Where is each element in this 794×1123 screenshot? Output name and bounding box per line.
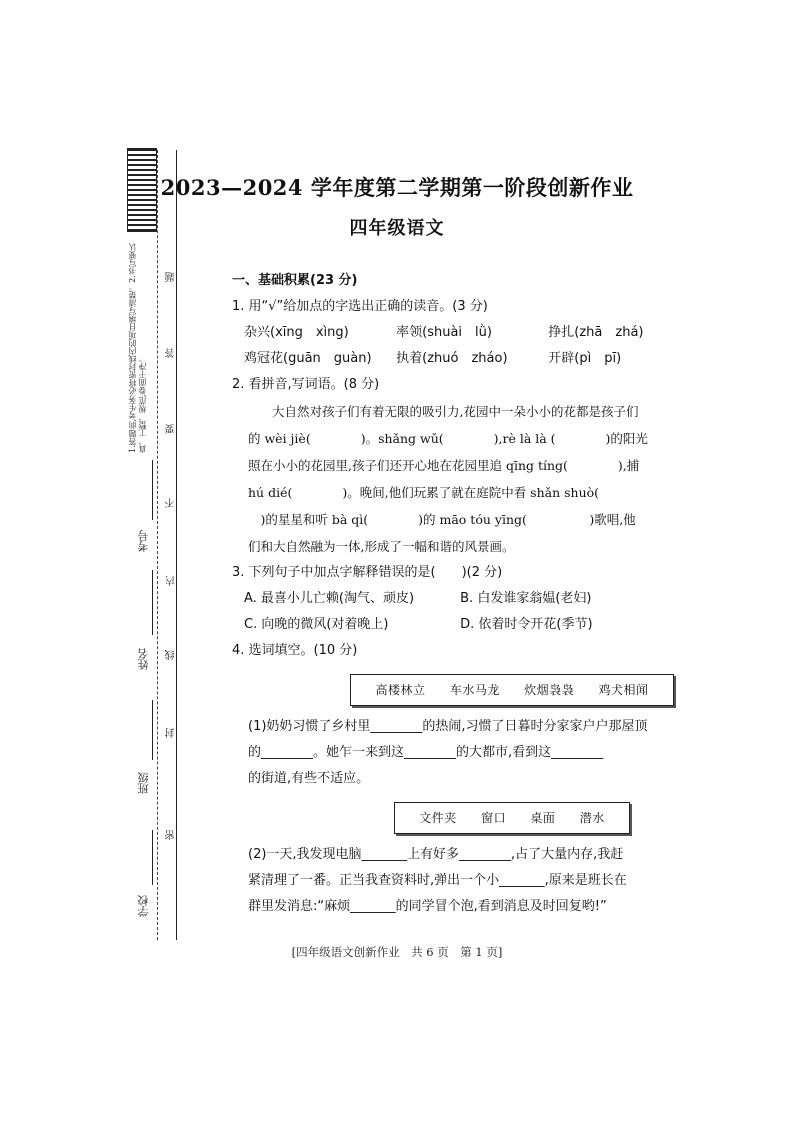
q1-item[interactable]: 执着(zhuó zháo) (396, 351, 508, 366)
seal-word: 内 (166, 576, 177, 586)
seal-word: 密 (166, 830, 177, 840)
word-choice: 炊烟袅袅 (524, 683, 575, 697)
q3-option-a[interactable]: A. 最喜小儿亡赖(淘气、顽皮) (244, 591, 415, 606)
word-choice: 潜水 (579, 811, 605, 825)
q1-row (232, 320, 792, 346)
name-label: 姓名 (137, 648, 150, 670)
q1-item[interactable]: 开辟(pì pī) (548, 351, 622, 366)
q4-line[interactable]: (2)一天,我发现电脑_______上有好多________,占了大量内存,我赶 (248, 847, 624, 862)
word-box-1 (350, 674, 673, 706)
word-box-2-wrap (232, 802, 792, 834)
q4-line[interactable]: (1)奶奶习惯了乡村里________的热闹,习惯了日暮时分家家户户那屋顶 (248, 719, 648, 734)
q3-row (232, 612, 792, 638)
exam-notice: 1.答题前,考生务必将密封线内的项目填写清楚。2.书写要认真、工整、规范,卷面干净。 (128, 243, 147, 453)
word-box-1-wrap (232, 674, 792, 706)
page-title: 2023—2024 学年度第二学期第一阶段创新作业 (160, 175, 634, 200)
page-subtitle: 四年级语文 (349, 218, 445, 239)
q4-part1 (232, 714, 792, 792)
class-field[interactable] (152, 700, 153, 760)
section-heading: 一、基础积累(23 分) (232, 273, 358, 288)
q2-passage (232, 398, 792, 560)
q4-prompt: 4. 选词填空。(10 分) (232, 643, 358, 658)
word-choice: 桌面 (530, 811, 556, 825)
q2-prompt: 2. 看拼音,写词语。(8 分) (232, 377, 380, 392)
word-choice: 窗口 (481, 811, 507, 825)
seal-word: 要 (166, 424, 177, 434)
seal-word: 答 (166, 348, 177, 358)
seal-word: 线 (166, 650, 177, 660)
class-label: 班级 (137, 772, 150, 794)
q1-item[interactable]: 杂兴(xīng xìng) (244, 325, 349, 340)
passage-line: 大自然对孩子们有着无限的吸引力,花园中一朵小小的花都是孩子们 (272, 404, 639, 419)
word-choice: 文件夹 (419, 811, 457, 825)
exam-content (232, 268, 792, 920)
name-field[interactable] (152, 570, 153, 635)
q1-item[interactable]: 率领(shuài lǜ) (396, 325, 492, 340)
word-box-2 (394, 802, 630, 834)
q4-line: 的街道,有些不适应。 (248, 771, 370, 786)
q4-line[interactable]: 的________。她乍一来到这________的大都市,看到这________ (248, 745, 604, 760)
page-footer: [四年级语文创新作业 共 6 页 第 1 页] (291, 945, 503, 959)
q3-option-d[interactable]: D. 依着时令开花(季节) (460, 617, 593, 632)
binding-line (176, 150, 177, 940)
seal-word: 不 (166, 498, 177, 508)
q3-row (232, 586, 792, 612)
q1-prompt: 1. 用“√”给加点的字选出正确的读音。(3 分) (232, 299, 488, 314)
exam-no-field[interactable] (152, 460, 153, 520)
q3-prompt[interactable]: 3. 下列句子中加点字解释错误的是( )(2 分) (232, 565, 503, 580)
passage-line[interactable]: )的星星和听 bà qì( )的 māo tóu yīng( )歌唱,他 (248, 512, 636, 527)
passage-line: 们和大自然融为一体,形成了一幅和谐的风景画。 (248, 539, 515, 554)
q1-item[interactable]: 鸡冠花(guān guàn) (244, 351, 372, 366)
q1-item[interactable]: 挣扎(zhā zhá) (548, 325, 644, 340)
q4-line[interactable]: 群里发消息:“麻烦_______的同学冒个泡,看到消息及时回复哟!” (248, 899, 607, 914)
q3-option-c[interactable]: C. 向晚的微风(对着晚上) (244, 617, 389, 632)
word-choice: 鸡犬相闻 (598, 683, 649, 697)
seal-line (157, 150, 158, 940)
school-field[interactable] (152, 830, 153, 885)
passage-line[interactable]: 照在小小的花园里,孩子们还开心地在花园里追 qīng tíng( ),捕 (248, 458, 640, 473)
school-label: 学校 (137, 895, 150, 917)
q4-line[interactable]: 紧清理了一番。正当我查资料时,弹出一个小_______,原来是班长在 (248, 873, 627, 888)
q4-part2 (232, 842, 792, 920)
seal-word: 题 (166, 272, 177, 282)
seal-word: 封 (166, 728, 177, 738)
word-choice: 车水马龙 (449, 683, 500, 697)
q3-option-b[interactable]: B. 白发谁家翁媪(老妇) (460, 591, 592, 606)
exam-no-label: 考号 (137, 530, 150, 552)
q1-row (232, 346, 792, 372)
passage-line[interactable]: 的 wèi jiè( )。shǎng wǔ( ),rè là là ( )的阳光 (248, 431, 648, 446)
passage-line[interactable]: hú dié( )。晚间,他们玩累了就在庭院中看 shǎn shuò( (248, 485, 600, 500)
word-choice: 高楼林立 (375, 683, 426, 697)
